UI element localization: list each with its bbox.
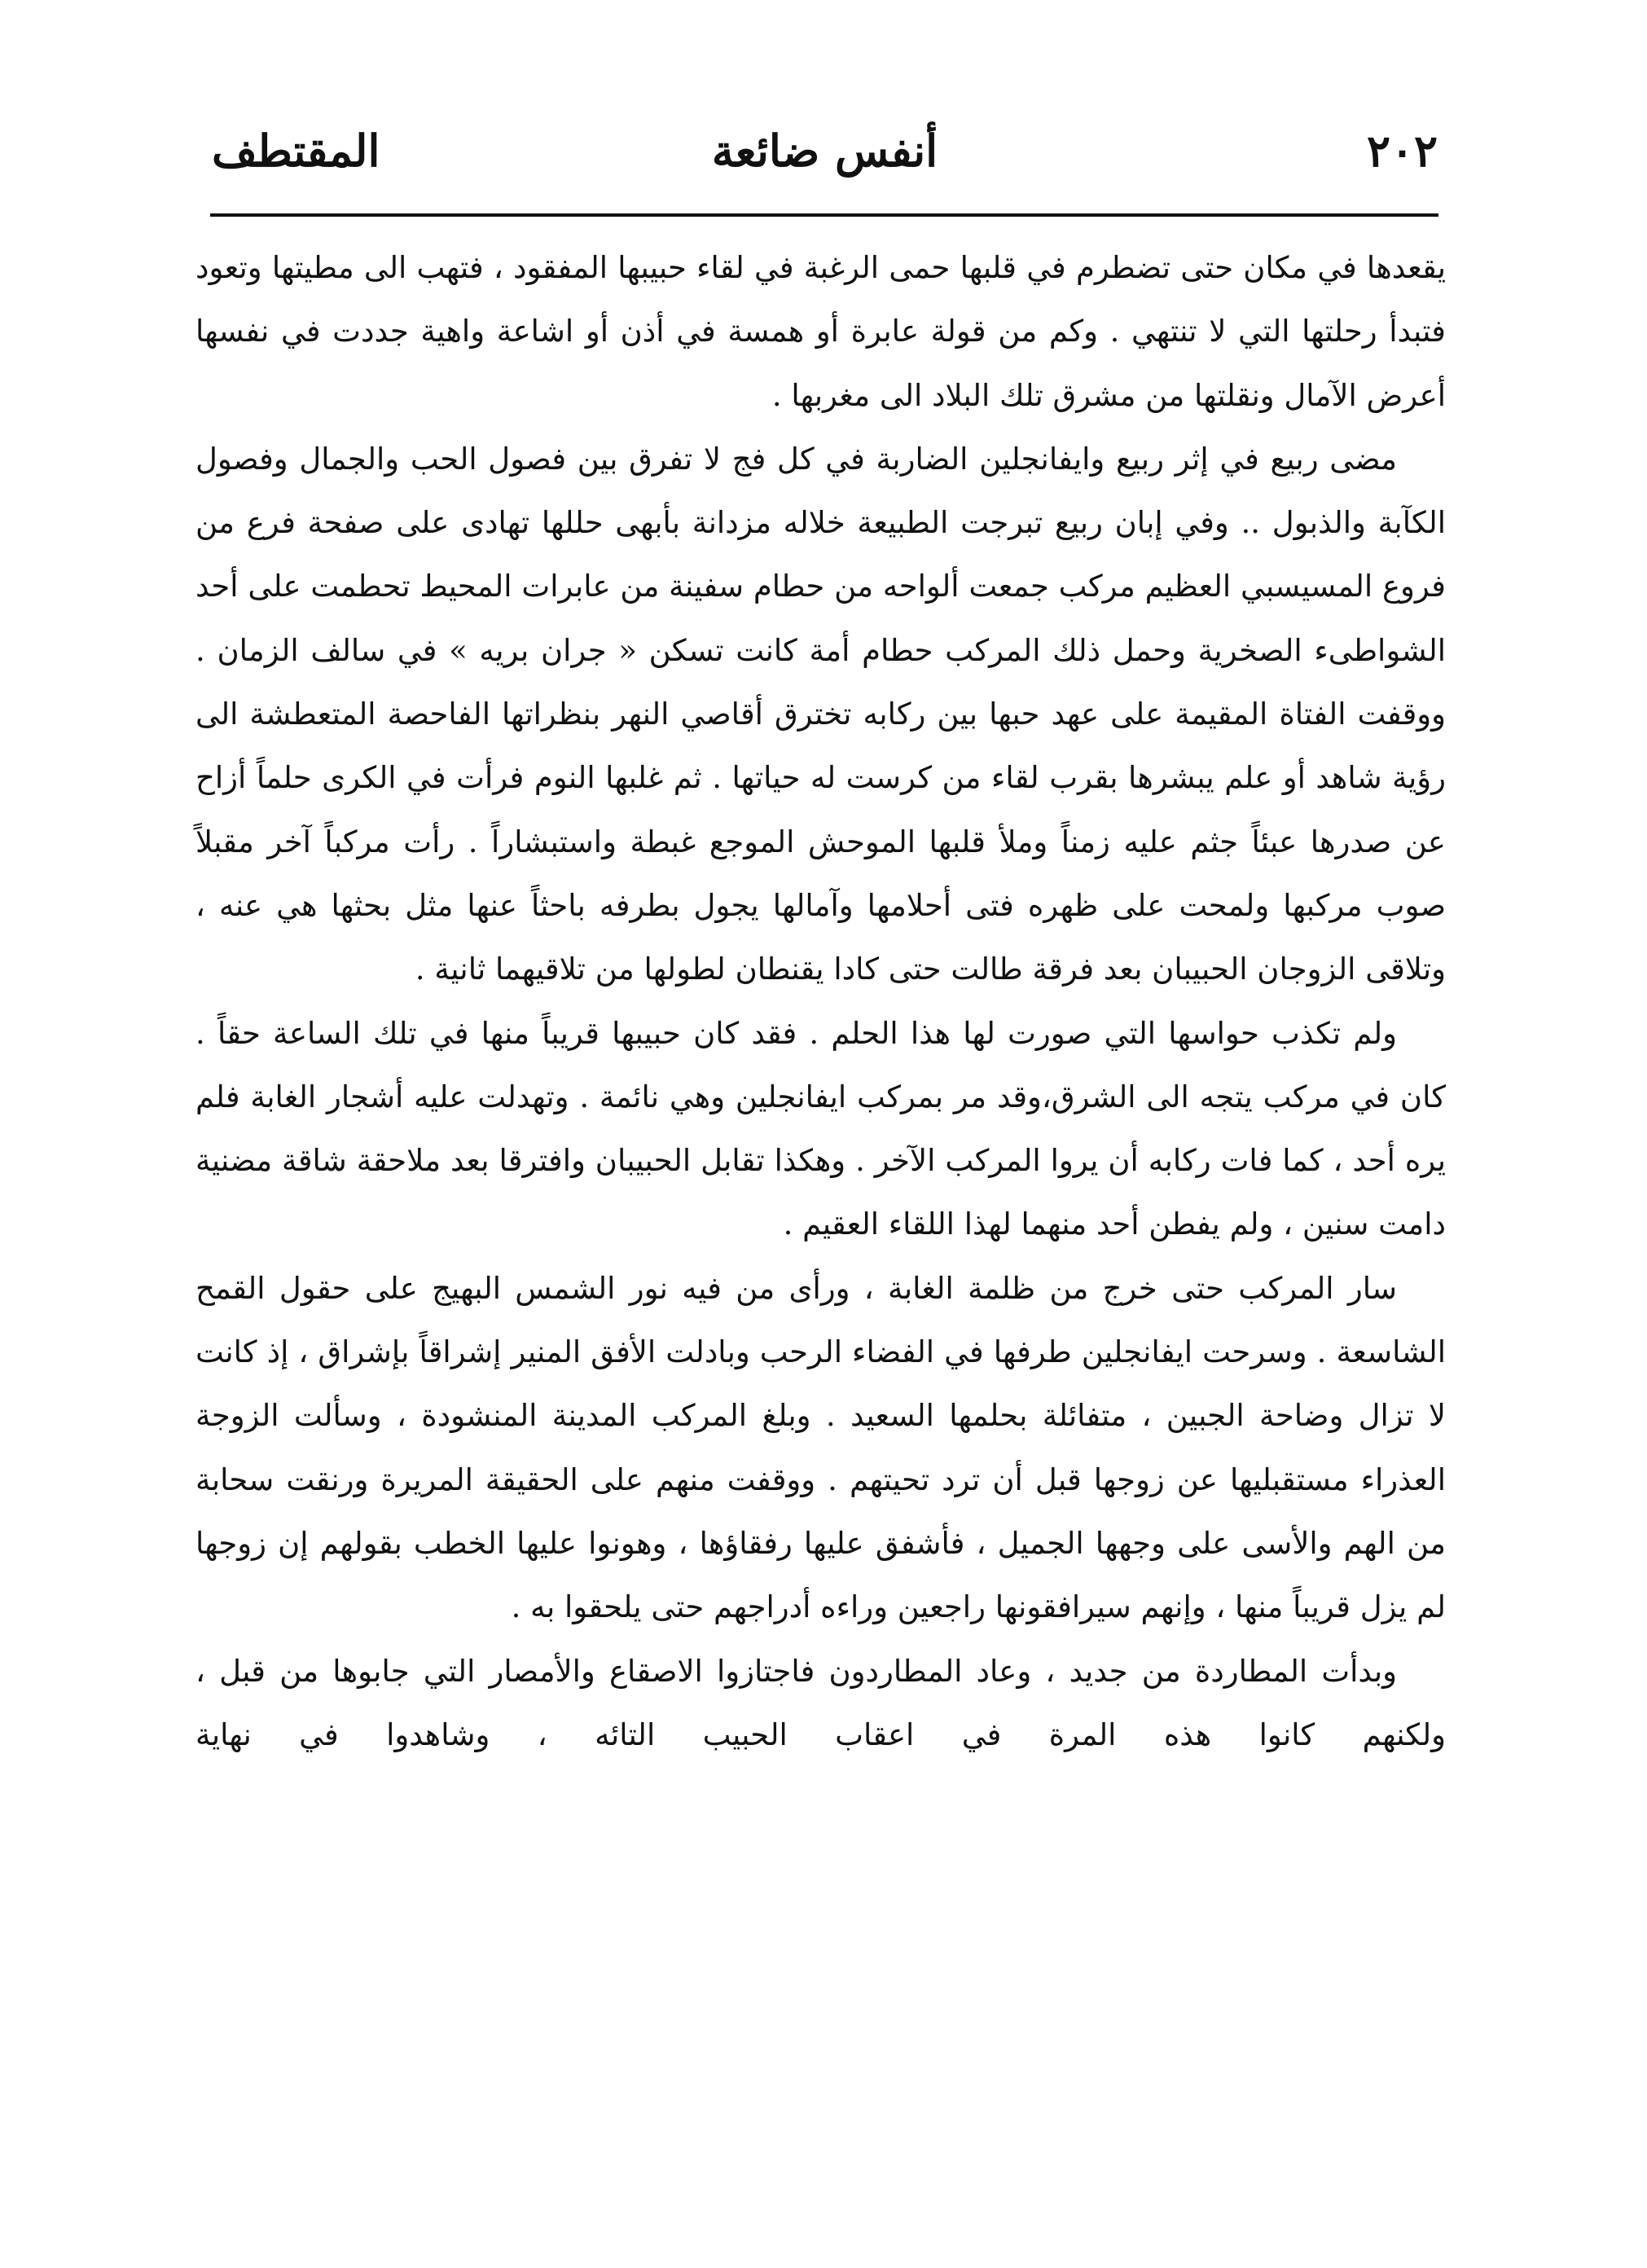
- paragraph-3: ولم تكذب حواسها التي صورت لها هذا الحلم . فقد كان حبيبها قريباً منها في تلك الساعة حقاً . كان في مركب يتجه الى الشرق،وقد مر بمركب ايفانجلين وهي نائمة . وتهدلت عليه أشجار الغابة فلم يره أحد ، كما فات ركابه أن يروا المركب الآخر . وهكذا تقابل الحبيبان وافترقا بعد ملاحقة شاقة مضنية دامت سنين ، ولم يفطن أحد منهما لهذا اللقاء العقيم .: [195, 1015, 1446, 1242]
- running-header: [212, 122, 1438, 179]
- header-rule: [210, 213, 1438, 217]
- paragraph-5: وبدأت المطاردة من جديد ، وعاد المطاردون فاجتازوا الاصقاع والأمصار التي جابوها من قبل ، ولكنهم كانوا هذه المرة في اعقاب الحبيب التائه ، وشاهدوا في نهاية: [195, 1653, 1446, 1752]
- body-text: [195, 236, 1446, 1767]
- paragraph-4: سار المركب حتى خرج من ظلمة الغابة ، ورأى من فيه نور الشمس البهيج على حقول القمح الشاسعة . وسرحت ايفانجلين طرفها في الفضاء الرحب وبادلت الأفق المنير إشراقاً بإشراق ، إذ كانت لا تزال وضاحة الجبين ، متفائلة بحلمها السعيد . وبلغ المركب المدينة المنشودة ، وسألت الزوجة العذراء مستقبليها عن زوجها قبل أن ترد تحيتهم . ووقفت منهم على الحقيقة المريرة ورنقت سحابة من الهم والأسى على وجهها الجميل ، فأشفق عليها رفقاؤها ، وهونوا عليها الخطب بقولهم إن زوجها لم يزل قريباً منها ، وإنهم سيرافقونها راجعين وراءه أدراجهم حتى يلحقوا به .: [195, 1270, 1446, 1625]
- chapter-title: أنفس ضائعة: [711, 125, 938, 177]
- page-number: ٢٠٢: [1366, 125, 1438, 177]
- paragraph-1: يقعدها في مكان حتى تضطرم في قلبها حمى الرغبة في لقاء حبيبها المفقود ، فتهب الى مطيتها وتعود فتبدأ رحلتها التي لا تنتهي . وكم من قولة عابرة أو همسة في أذن أو اشاعة واهية جددت في نفسها أعرض الآمال ونقلتها من مشرق تلك البلاد الى مغربها .: [195, 250, 1446, 413]
- journal-name: المقتطف: [212, 125, 380, 177]
- paragraph-2: مضى ربيع في إثر ربيع وايفانجلين الضاربة في كل فج لا تفرق بين فصول الحب والجمال وفصول الكآبة والذبول .. وفي إبان ربيع تبرجت الطبيعة خلاله مزدانة بأبهى حللها تهادى على صفحة فرع من فروع المسيسبي العظيم مركب جمعت ألواحه من حطام سفينة من عابرات المحيط تحطمت على أحد الشواطىء الصخرية وحمل ذلك المركب حطام أمة كانت تسكن « جران بريه » في سالف الزمان . ووقفت الفتاة المقيمة على عهد حبها بين ركابه تخترق أقاصي النهر بنظراتها الفاحصة المتعطشة الى رؤية شاهد أو علم يبشرها بقرب لقاء من كرست له حياتها . ثم غلبها النوم فرأت في الكرى حلماً أزاح عن صدرها عبئاً جثم عليه زمناً وملأ قلبها الموحش الموجع غبطة واستبشاراً . رأت مركباً آخر مقبلاً صوب مركبها ولمحت على ظهره فتى أحلامها وآمالها يجول بطرفه باحثاً عنها مثل بحثها هي عنه ، وتلاقى الزوجان الحبيبان بعد فرقة طالت حتى كادا يقنطان لطولها من تلاقيهما ثانية .: [195, 441, 1446, 987]
